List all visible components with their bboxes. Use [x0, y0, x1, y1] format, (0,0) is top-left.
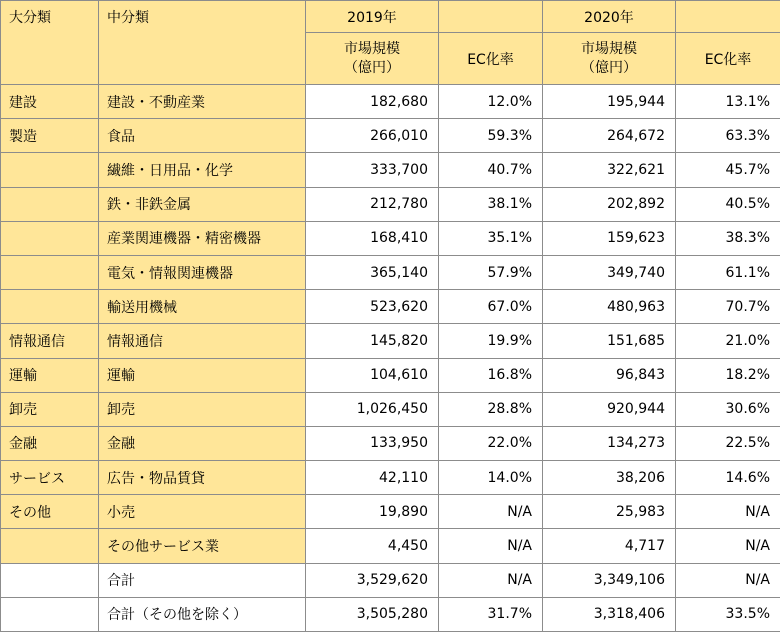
header-market-size-2019 — [306, 33, 439, 85]
market-size-unit: （億円） — [581, 60, 637, 76]
total-market-size-2019-cell: 3,505,280 — [306, 597, 439, 631]
middle-category-cell: 運輸 — [99, 358, 306, 392]
ec-rate-2020-cell: 22.5% — [676, 426, 780, 460]
ec-rate-2019-cell: 57.9% — [439, 255, 543, 289]
major-category-cell — [1, 221, 99, 255]
major-category-cell: 卸売 — [1, 392, 99, 426]
header-market-size-2020 — [543, 33, 676, 85]
total-market-size-2020-cell: 3,349,106 — [543, 563, 676, 597]
header-ec-rate-2020: EC化率 — [676, 33, 780, 85]
ec-rate-2019-cell: 67.0% — [439, 290, 543, 324]
header-year-2020: 2020年 — [543, 1, 676, 33]
market-size-2020-cell: 480,963 — [543, 290, 676, 324]
market-size-2020-cell: 202,892 — [543, 187, 676, 221]
ec-rate-2019-cell: 14.0% — [439, 461, 543, 495]
ec-rate-2020-cell: 13.1% — [676, 85, 780, 119]
major-category-cell — [1, 187, 99, 221]
ec-rate-2020-cell: N/A — [676, 495, 780, 529]
ec-rate-2019-cell: 35.1% — [439, 221, 543, 255]
ec-rate-2019-cell: 16.8% — [439, 358, 543, 392]
ec-rate-2020-cell: 18.2% — [676, 358, 780, 392]
table-row — [1, 187, 780, 221]
header-year-2020-ec-blank — [676, 1, 780, 33]
market-size-2020-cell: 349,740 — [543, 255, 676, 289]
ec-rate-2020-cell: 21.0% — [676, 324, 780, 358]
table-row — [1, 324, 780, 358]
header-year-2019: 2019年 — [306, 1, 439, 33]
market-size-2019-cell: 266,010 — [306, 119, 439, 153]
table-row — [1, 358, 780, 392]
major-category-cell: 製造 — [1, 119, 99, 153]
total-market-size-2019-cell: 3,529,620 — [306, 563, 439, 597]
ec-rate-2020-cell: 38.3% — [676, 221, 780, 255]
table-row — [1, 426, 780, 460]
market-size-label: 市場規模 — [581, 41, 637, 57]
major-category-cell — [1, 153, 99, 187]
major-category-cell: 情報通信 — [1, 324, 99, 358]
header-row-years — [1, 1, 780, 33]
middle-category-cell: 広告・物品賃貸 — [99, 461, 306, 495]
ec-rate-2019-cell: 28.8% — [439, 392, 543, 426]
table-row — [1, 392, 780, 426]
major-category-cell: 金融 — [1, 426, 99, 460]
total-ec-rate-2020-cell: 33.5% — [676, 597, 780, 631]
market-size-2020-cell: 25,983 — [543, 495, 676, 529]
total-ec-rate-2020-cell: N/A — [676, 563, 780, 597]
header-ec-rate-2019: EC化率 — [439, 33, 543, 85]
ec-rate-2020-cell: N/A — [676, 529, 780, 563]
market-size-2019-cell: 42,110 — [306, 461, 439, 495]
market-size-2019-cell: 182,680 — [306, 85, 439, 119]
market-size-2019-cell: 333,700 — [306, 153, 439, 187]
total-label-cell: 合計 — [99, 563, 306, 597]
market-size-2020-cell: 159,623 — [543, 221, 676, 255]
market-size-2020-cell: 4,717 — [543, 529, 676, 563]
table-row — [1, 153, 780, 187]
middle-category-cell: 卸売 — [99, 392, 306, 426]
ec-rate-2020-cell: 30.6% — [676, 392, 780, 426]
table-row — [1, 495, 780, 529]
market-size-2019-cell: 212,780 — [306, 187, 439, 221]
ec-rate-2020-cell: 14.6% — [676, 461, 780, 495]
middle-category-cell: 輸送用機械 — [99, 290, 306, 324]
ec-rate-2019-cell: 12.0% — [439, 85, 543, 119]
major-category-cell: その他 — [1, 495, 99, 529]
ec-rate-2019-cell: 19.9% — [439, 324, 543, 358]
middle-category-cell: 電気・情報関連機器 — [99, 255, 306, 289]
market-size-2020-cell: 134,273 — [543, 426, 676, 460]
total-row — [1, 563, 780, 597]
total-major-blank-cell — [1, 597, 99, 631]
ec-rate-2020-cell: 63.3% — [676, 119, 780, 153]
total-label-cell: 合計（その他を除く） — [99, 597, 306, 631]
market-size-2019-cell: 104,610 — [306, 358, 439, 392]
market-size-label: 市場規模 — [344, 41, 400, 57]
major-category-cell — [1, 529, 99, 563]
major-category-cell — [1, 290, 99, 324]
table-row — [1, 255, 780, 289]
ec-rate-2020-cell: 45.7% — [676, 153, 780, 187]
market-size-2019-cell: 523,620 — [306, 290, 439, 324]
middle-category-cell: 鉄・非鉄金属 — [99, 187, 306, 221]
major-category-cell: 建設 — [1, 85, 99, 119]
table-row — [1, 290, 780, 324]
ec-rate-2020-cell: 70.7% — [676, 290, 780, 324]
market-size-2019-cell: 365,140 — [306, 255, 439, 289]
header-major-category: 大分類 — [1, 1, 99, 85]
middle-category-cell: 繊維・日用品・化学 — [99, 153, 306, 187]
middle-category-cell: 食品 — [99, 119, 306, 153]
ec-rate-2020-cell: 61.1% — [676, 255, 780, 289]
table-row — [1, 221, 780, 255]
market-size-2020-cell: 151,685 — [543, 324, 676, 358]
market-size-2020-cell: 96,843 — [543, 358, 676, 392]
ec-rate-2019-cell: 59.3% — [439, 119, 543, 153]
market-size-2020-cell: 920,944 — [543, 392, 676, 426]
table-row — [1, 529, 780, 563]
market-size-2019-cell: 1,026,450 — [306, 392, 439, 426]
market-size-2020-cell: 322,621 — [543, 153, 676, 187]
market-size-2019-cell: 19,890 — [306, 495, 439, 529]
market-size-2019-cell: 168,410 — [306, 221, 439, 255]
table-row — [1, 85, 780, 119]
middle-category-cell: 金融 — [99, 426, 306, 460]
middle-category-cell: 建設・不動産業 — [99, 85, 306, 119]
ec-rate-2019-cell: 38.1% — [439, 187, 543, 221]
market-size-2020-cell: 195,944 — [543, 85, 676, 119]
ec-rate-2019-cell: 40.7% — [439, 153, 543, 187]
total-row — [1, 597, 780, 631]
ec-rate-2019-cell: N/A — [439, 529, 543, 563]
market-size-unit: （億円） — [344, 60, 400, 76]
market-size-2019-cell: 4,450 — [306, 529, 439, 563]
market-size-2019-cell: 145,820 — [306, 324, 439, 358]
total-major-blank-cell — [1, 563, 99, 597]
total-ec-rate-2019-cell: 31.7% — [439, 597, 543, 631]
middle-category-cell: 小売 — [99, 495, 306, 529]
header-middle-category: 中分類 — [99, 1, 306, 85]
market-size-2020-cell: 264,672 — [543, 119, 676, 153]
middle-category-cell: その他サービス業 — [99, 529, 306, 563]
major-category-cell: サービス — [1, 461, 99, 495]
ec-rate-2019-cell: N/A — [439, 495, 543, 529]
header-year-2019-ec-blank — [439, 1, 543, 33]
table-row — [1, 119, 780, 153]
ec-rate-2019-cell: 22.0% — [439, 426, 543, 460]
middle-category-cell: 情報通信 — [99, 324, 306, 358]
major-category-cell: 運輸 — [1, 358, 99, 392]
major-category-cell — [1, 255, 99, 289]
total-ec-rate-2019-cell: N/A — [439, 563, 543, 597]
table-row — [1, 461, 780, 495]
market-size-2020-cell: 38,206 — [543, 461, 676, 495]
total-market-size-2020-cell: 3,318,406 — [543, 597, 676, 631]
middle-category-cell: 産業関連機器・精密機器 — [99, 221, 306, 255]
market-size-2019-cell: 133,950 — [306, 426, 439, 460]
ec-rate-2020-cell: 40.5% — [676, 187, 780, 221]
